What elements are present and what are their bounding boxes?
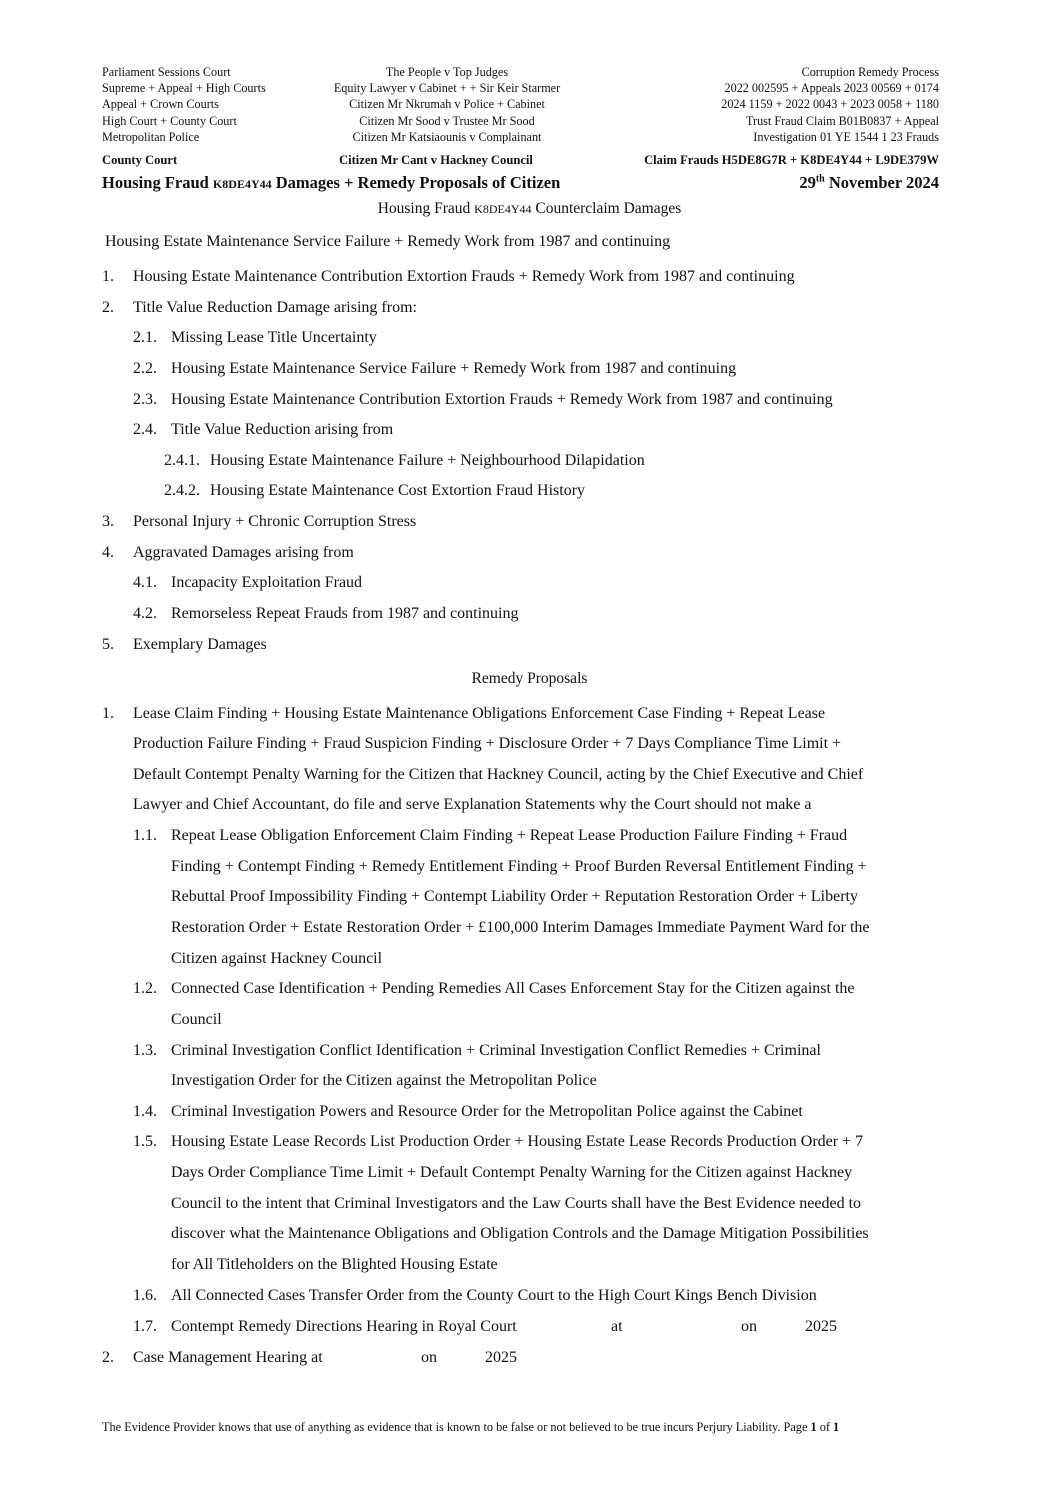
item-text-continuation: Citizen against Hackney Council <box>171 950 383 967</box>
item-number: 1.2. <box>133 980 157 997</box>
title-code: K8DE4Y44 <box>212 177 272 191</box>
item-number: 4.1. <box>133 574 157 591</box>
item-text: Exemplary Damages <box>133 636 267 653</box>
header-middle-line: Citizen Mr Sood v Trustee Mr Sood <box>359 113 535 128</box>
item-text-continuation: Council to the intent that Criminal Investigators and the Law Courts shall have the Best Evidence needed to <box>171 1195 862 1212</box>
item-number: 1. <box>102 705 114 722</box>
item-number: 3. <box>102 513 114 530</box>
document-date <box>799 173 939 193</box>
item-text: All Connected Cases Transfer Order from the County Court to the High Court Kings Bench Division <box>171 1287 817 1304</box>
hearing-year: 2025 <box>805 1318 837 1335</box>
date-suffix: th <box>815 173 825 185</box>
item-number: 1.7. <box>133 1318 157 1335</box>
header-left-line: High Court + County Court <box>102 113 237 128</box>
header-middle-line: The People v Top Judges <box>385 65 509 79</box>
item-number: 4.2. <box>133 605 157 622</box>
heading-code: K8DE4Y44 <box>474 202 532 216</box>
item-text-continuation: discover what the Maintenance Obligations and Obligation Controls and the Damage Mitigation Possibilities <box>171 1225 869 1242</box>
page-total: 1 <box>833 1420 840 1434</box>
item-text-continuation: Production Failure Finding + Fraud Suspicion Finding + Disclosure Order + 7 Days Compliance Time Limit + <box>133 735 842 752</box>
footer-text: The Evidence Provider knows that use of anything as evidence that is known to be false or not believed to be true incurs Perjury Liability. Page <box>102 1420 811 1434</box>
item-text: Lease Claim Finding + Housing Estate Maintenance Obligations Enforcement Case Finding + Repeat Lease <box>133 705 826 722</box>
claim-references: Claim Frauds H5DE8G7R + K8DE4Y44 + L9DE379W <box>644 153 939 167</box>
item-text-continuation: for All Titleholders on the Blighted Housing Estate <box>171 1256 498 1273</box>
item-text: Remorseless Repeat Frauds from 1987 and continuing <box>171 605 519 622</box>
hearing-on-label: on <box>421 1349 437 1366</box>
item-number: 2.3. <box>133 391 157 408</box>
header-middle-line: Citizen Mr Katsiaounis v Complainant <box>352 129 542 144</box>
item-number: 2.4. <box>133 421 157 438</box>
header-right-column <box>721 64 939 145</box>
item-text-continuation: Lawyer and Chief Accountant, do file and serve Explanation Statements why the Court should not make a <box>133 796 812 813</box>
item-number: 4. <box>102 544 114 561</box>
item-number: 5. <box>102 636 114 653</box>
item-text-continuation: Rebuttal Proof Impossibility Finding + Contempt Liability Order + Reputation Restoration Order + Liberty <box>171 888 858 905</box>
item-text: Contempt Remedy Directions Hearing in Royal Court <box>171 1318 517 1335</box>
case-parties: Citizen Mr Cant v Hackney Council <box>339 153 533 167</box>
item-text: Housing Estate Maintenance Failure + Neighbourhood Dilapidation <box>210 452 645 469</box>
court-name: County Court <box>102 153 178 167</box>
hearing-on-label: on <box>741 1318 757 1335</box>
item-text: Criminal Investigation Conflict Identification + Criminal Investigation Conflict Remedies + Criminal <box>171 1042 821 1059</box>
header-left-line: Parliament Sessions Court <box>102 65 231 79</box>
header-right-line: Trust Fraud Claim B01B0837 + Appeal <box>746 113 939 128</box>
item-number: 1.5. <box>133 1133 157 1150</box>
header-right-line: Investigation 01 YE 1544 1 23 Frauds <box>753 129 939 144</box>
item-number: 2.1. <box>133 329 157 346</box>
item-text-continuation: Council <box>171 1011 222 1028</box>
header-right-line: Corruption Remedy Process <box>801 65 939 79</box>
item-number: 1. <box>102 268 114 285</box>
header-left-line: Metropolitan Police <box>102 129 200 144</box>
item-text-continuation: Investigation Order for the Citizen against the Metropolitan Police <box>171 1072 597 1089</box>
item-text: Housing Estate Maintenance Contribution Extortion Frauds + Remedy Work from 1987 and continuing <box>133 268 795 285</box>
item-text: Housing Estate Maintenance Service Failure + Remedy Work from 1987 and continuing <box>171 360 737 377</box>
item-number: 1.3. <box>133 1042 157 1059</box>
header-left-column <box>102 64 266 145</box>
item-number: 2. <box>102 1349 114 1366</box>
item-text: Housing Estate Maintenance Contribution Extortion Frauds + Remedy Work from 1987 and continuing <box>171 391 833 408</box>
date-day: 29 <box>799 173 816 192</box>
header-right-line: 2024 1159 + 2022 0043 + 2023 0058 + 1180 <box>721 97 939 112</box>
perjury-footer <box>102 1420 959 1435</box>
hearing-year: 2025 <box>485 1349 517 1366</box>
counterclaim-intro: Housing Estate Maintenance Service Failure + Remedy Work from 1987 and continuing <box>105 233 671 250</box>
heading-suffix: Counterclaim Damages <box>531 200 682 217</box>
item-number: 2.2. <box>133 360 157 377</box>
title-prefix: Housing Fraud <box>102 173 213 192</box>
item-number: 1.6. <box>133 1287 157 1304</box>
item-text: Missing Lease Title Uncertainty <box>171 329 377 346</box>
item-text: Title Value Reduction arising from <box>171 421 394 438</box>
item-text: Connected Case Identification + Pending Remedies All Cases Enforcement Stay for the Citizen against the <box>171 980 855 997</box>
remedy-proposals-heading: Remedy Proposals <box>471 670 588 687</box>
item-text: Aggravated Damages arising from <box>133 544 354 561</box>
header-right-line: 2022 002595 + Appeals 2023 00569 + 0174 <box>724 81 939 96</box>
document-title <box>102 173 560 193</box>
title-suffix: Damages + Remedy Proposals of Citizen <box>271 173 561 192</box>
item-number: 1.1. <box>133 827 157 844</box>
header-left-line: Supreme + Appeal + High Courts <box>102 81 266 96</box>
header-left-line: Appeal + Crown Courts <box>102 97 219 112</box>
page-number: 1 <box>810 1420 817 1434</box>
item-text: Repeat Lease Obligation Enforcement Claim Finding + Repeat Lease Production Failure Finding + Fraud <box>171 827 848 844</box>
counterclaim-heading <box>0 200 1059 218</box>
header-middle-column <box>317 64 577 145</box>
header-middle-line: Equity Lawyer v Cabinet + + Sir Keir Starmer <box>333 81 561 96</box>
item-text-continuation: Default Contempt Penalty Warning for the Citizen that Hackney Council, acting by the Chief Executive and Chief <box>133 766 864 783</box>
item-number: 2.4.1. <box>164 452 200 469</box>
hearing-at-label: at <box>611 1318 623 1335</box>
item-text-continuation: Days Order Compliance Time Limit + Default Contempt Penalty Warning for the Citizen against Hackney <box>171 1164 853 1181</box>
heading-prefix: Housing Fraud <box>377 200 475 217</box>
item-number: 2.4.2. <box>164 482 200 499</box>
item-text-continuation: Finding + Contempt Finding + Remedy Entitlement Finding + Proof Burden Reversal Entitlement Finding + <box>171 858 867 875</box>
footer-of: of <box>816 1420 834 1434</box>
item-text: Incapacity Exploitation Fraud <box>171 574 363 591</box>
header-middle-line: Citizen Mr Nkrumah v Police + Cabinet <box>349 97 545 112</box>
date-rest: November 2024 <box>824 173 939 192</box>
item-text-continuation: Restoration Order + Estate Restoration Order + £100,000 Interim Damages Immediate Payment Ward for the <box>171 919 870 936</box>
item-text: Housing Estate Maintenance Cost Extortion Fraud History <box>210 482 586 499</box>
item-text: Case Management Hearing at <box>133 1349 323 1366</box>
item-text: Criminal Investigation Powers and Resource Order for the Metropolitan Police against the Cabinet <box>171 1103 803 1120</box>
item-number: 2. <box>102 299 114 316</box>
item-text: Personal Injury + Chronic Corruption Stress <box>133 513 417 530</box>
item-number: 1.4. <box>133 1103 157 1120</box>
item-text: Title Value Reduction Damage arising from: <box>133 299 417 316</box>
item-text: Housing Estate Lease Records List Production Order + Housing Estate Lease Records Production Order + 7 <box>171 1133 864 1150</box>
